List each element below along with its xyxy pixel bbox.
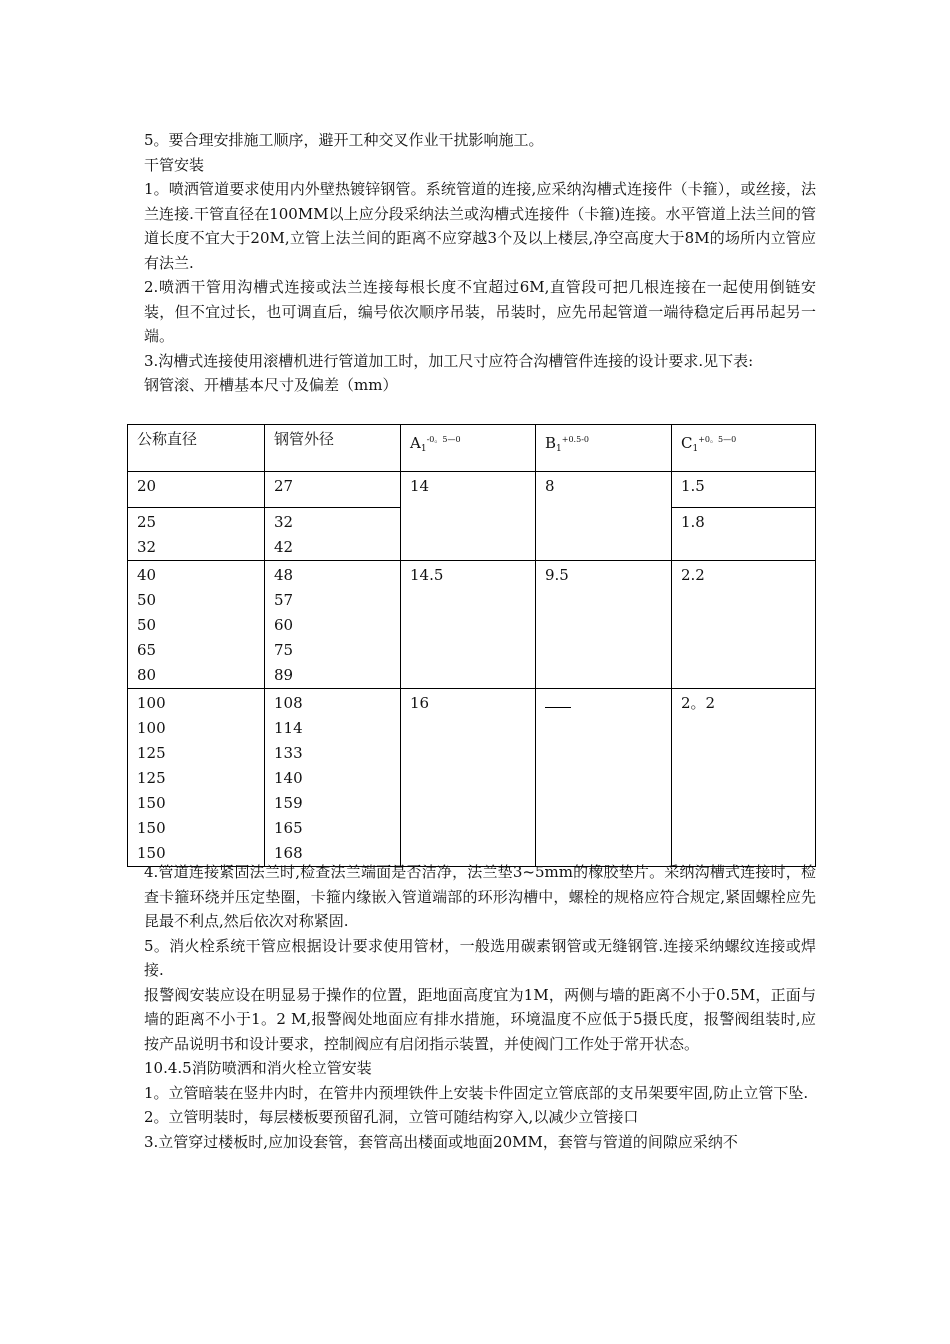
header-c1-sub: 1 — [692, 444, 699, 454]
cell-value: 89 — [274, 666, 294, 684]
table-caption: 钢管滚、开槽基本尺寸及偏差（mm） — [144, 376, 398, 394]
header-a1-sub: 1 — [420, 444, 427, 454]
header-nominal-diameter: 公称直径 — [128, 425, 265, 472]
blank-dash — [545, 694, 571, 708]
cell-value: 40 — [137, 566, 157, 584]
header-b1 — [536, 425, 672, 472]
document-body — [144, 128, 816, 397]
header-b1-letter: B — [545, 434, 557, 452]
cell-a1: 14 — [401, 472, 536, 561]
paragraph: 3.立管穿过楼板时,应加设套管，套管高出楼面或地面20MM，套管与管道的间隙应采纳不 — [144, 1132, 738, 1151]
cell-c1: 1.5 — [672, 472, 816, 508]
header-a1-tolerance: -0。5—0 — [426, 435, 461, 444]
cell-value: 125 — [137, 744, 166, 762]
table-row — [128, 472, 816, 508]
paragraph: 1。立管暗装在竖井内时，在管井内预埋铁件上安装卡件固定立管底部的支吊架要牢固,防止立管下坠. — [144, 1083, 809, 1102]
cell-b1: 8 — [536, 472, 672, 561]
cell-value: 100 — [137, 719, 166, 737]
cell-value: 65 — [137, 641, 157, 659]
table-header-row — [128, 425, 816, 472]
cell-value: 159 — [274, 794, 303, 812]
header-b1-tolerance: +0.5-0 — [561, 435, 589, 444]
header-b1-sub: 1 — [556, 444, 562, 454]
paragraph: 报警阀安装应设在明显易于操作的位置，距地面高度宜为1M，两侧与墙的距离不小于0.5M，正面与墙的距离不小于1。2 M,报警阀处地面应有排水措施，环境温度不应低于5摄氏度，报警阀组装时,应按产品说明书和设计要求，控制阀应有启闭指示装置，并使阀门工作处于常开状态。 — [144, 985, 816, 1053]
section-heading: 10.4.5消防喷洒和消火栓立管安装 — [144, 1059, 372, 1077]
cell-value: 57 — [274, 591, 294, 609]
cell-b1: 9.5 — [536, 561, 672, 689]
cell-a1: 16 — [401, 689, 536, 867]
cell-value: 25 — [137, 513, 157, 531]
cell-nominal-group — [128, 689, 265, 867]
cell-value: 42 — [274, 538, 294, 556]
header-c1-letter: C — [681, 434, 693, 452]
cell-nominal-group — [128, 561, 265, 689]
cell-outer: 27 — [265, 472, 401, 508]
paragraph: 5。消火栓系统干管应根据设计要求使用管材，一般选用碳素钢管或无缝钢管.连接采纳螺纹连接或焊接. — [144, 936, 816, 979]
header-a1 — [401, 425, 536, 472]
paragraph: 1。喷洒管道要求使用内外壁热镀锌钢管。系统管道的连接,应采纳沟槽式连接件（卡箍），或丝接，法兰连接.干管直径在100MM以上应分段采纳法兰或沟槽式连接件（卡箍)连接。水平管道上法兰间的管道长度不宜大于20M,立管上法兰间的距离不应穿越3个及以上楼层,净空高度大于8M的场所内立管应有法兰. — [144, 180, 816, 272]
cell-b1 — [536, 689, 672, 867]
table-row — [128, 689, 816, 867]
cell-value: 125 — [137, 769, 166, 787]
cell-outer-group — [265, 689, 401, 867]
cell-value: 150 — [137, 844, 166, 862]
cell-value: 140 — [274, 769, 303, 787]
cell-value: 80 — [137, 666, 157, 684]
cell-value: 32 — [274, 513, 294, 531]
cell-value: 50 — [137, 591, 157, 609]
paragraph: 2。立管明装时，每层楼板要预留孔洞，立管可随结构穿入,以减少立管接口 — [144, 1108, 639, 1126]
cell-outer-group — [265, 508, 401, 561]
cell-value: 108 — [274, 694, 303, 712]
cell-c1: 2.2 — [672, 561, 816, 689]
cell-value: 60 — [274, 616, 294, 634]
cell-a1: 14.5 — [401, 561, 536, 689]
cell-value: 150 — [137, 794, 166, 812]
cell-value: 114 — [274, 719, 303, 737]
paragraph: 4.管道连接紧固法兰时,检查法兰端面是否洁净，法兰垫3~5mm的橡胶垫片。采纳沟槽式连接时，检查卡箍环绕并压定垫圈，卡箍内缘嵌入管道端部的环形沟槽中，螺栓的规格应符合规定,紧固螺栓应先昆最不利点,然后依次对称紧固. — [144, 863, 816, 930]
cell-value: 50 — [137, 616, 157, 634]
cell-value: 48 — [274, 566, 294, 584]
cell-outer-group — [265, 561, 401, 689]
cell-value: 150 — [137, 819, 166, 837]
paragraph: 3.沟槽式连接使用滚槽机进行管道加工时，加工尺寸应符合沟槽管件连接的设计要求.见下表: — [144, 351, 754, 370]
header-a1-letter: A — [410, 434, 421, 452]
cell-value: 100 — [137, 694, 166, 712]
cell-value: 133 — [274, 744, 303, 762]
cell-value: 168 — [274, 844, 303, 862]
table-row — [128, 561, 816, 689]
paragraph: 5。要合理安排施工顺序，避开工种交叉作业干扰影响施工。 — [144, 131, 544, 149]
cell-c1: 1.8 — [672, 508, 816, 561]
cell-c1: 2。2 — [672, 689, 816, 867]
section-heading: 干管安装 — [144, 155, 205, 174]
cell-value: 75 — [274, 641, 294, 659]
document-body-continued — [144, 860, 816, 1154]
dimension-table — [127, 424, 816, 867]
cell-value: 32 — [137, 538, 157, 556]
cell-nominal: 20 — [128, 472, 265, 508]
paragraph: 2.喷洒干管用沟槽式连接或法兰连接每根长度不宜超过6M,直管段可把几根连接在一起使用倒链安装，但不宜过长，也可调直后，编号依次顺序吊装，吊装时，应先吊起管道一端待稳定后再吊起另一端。 — [144, 278, 816, 345]
cell-value: 165 — [274, 819, 303, 837]
header-c1-tolerance: +0。5—0 — [698, 435, 737, 444]
header-c1 — [672, 425, 816, 472]
cell-nominal-group — [128, 508, 265, 561]
header-outer-diameter: 钢管外径 — [265, 425, 401, 472]
